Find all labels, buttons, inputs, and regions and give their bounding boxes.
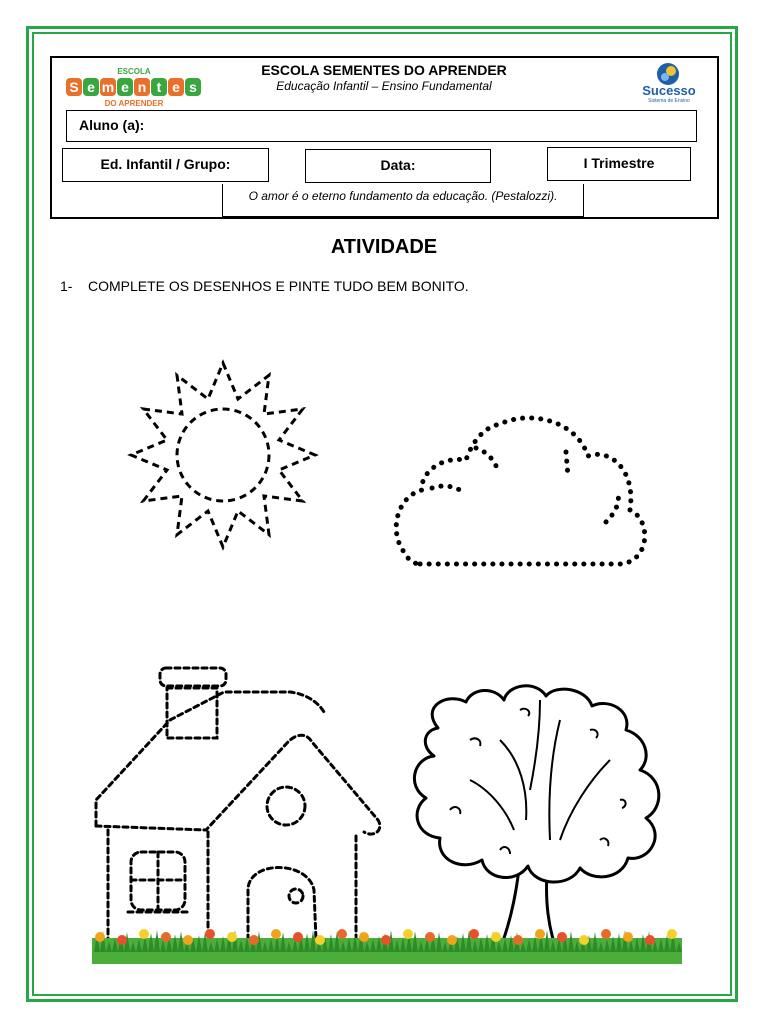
- date-label: Data:: [380, 157, 416, 173]
- round-window: [267, 787, 305, 825]
- quote-text: O amor é o eterno fundamento da educação. (Pestalozzi).: [248, 189, 558, 203]
- trimester-label: I Trimestre: [583, 155, 655, 171]
- roof-right: [96, 735, 380, 834]
- group-label: Ed. Infantil / Grupo:: [100, 156, 231, 172]
- flower: [161, 932, 171, 942]
- house-drawing[interactable]: [96, 668, 380, 940]
- flower: [425, 932, 435, 942]
- flower: [139, 929, 149, 939]
- flower: [293, 932, 303, 942]
- logo-letter: t: [156, 79, 162, 95]
- flower: [513, 935, 523, 945]
- flower: [227, 932, 237, 942]
- flower: [403, 929, 413, 939]
- svg-text:Sucesso: Sucesso: [642, 83, 696, 98]
- instruction-number: 1-: [60, 278, 73, 294]
- flower: [557, 932, 567, 942]
- door-knob: [289, 889, 303, 903]
- instruction-text: COMPLETE OS DESENHOS E PINTE TUDO BEM BONITO.: [88, 278, 469, 294]
- logo-letter: e: [87, 79, 95, 95]
- flower: [315, 935, 325, 945]
- flower: [117, 935, 127, 945]
- svg-text:ESCOLA: ESCOLA: [117, 67, 151, 76]
- student-name-label: Aluno (a):: [79, 117, 145, 133]
- logo-letter: S: [69, 79, 79, 95]
- flower: [579, 935, 589, 945]
- flower: [205, 929, 215, 939]
- sun-circle: [177, 409, 269, 501]
- flower: [535, 929, 545, 939]
- logo-letter: s: [189, 79, 197, 95]
- roof-left: [96, 692, 324, 826]
- svg-text:Sistema de Ensino: Sistema de Ensino: [648, 98, 690, 104]
- flower: [95, 932, 105, 942]
- flower: [249, 935, 259, 945]
- sun-drawing[interactable]: [131, 363, 315, 547]
- svg-text:DO APRENDER: DO APRENDER: [104, 99, 164, 108]
- window-cross: [131, 852, 185, 910]
- flower: [601, 929, 611, 939]
- flower: [271, 929, 281, 939]
- activity-title: ATIVIDADE: [330, 236, 438, 258]
- flower: [337, 929, 347, 939]
- logo-letter: e: [121, 79, 129, 95]
- flower: [667, 929, 677, 939]
- flower: [491, 932, 501, 942]
- cloud-drawing[interactable]: [396, 418, 645, 564]
- logo-letter: m: [101, 79, 115, 95]
- flower: [381, 935, 391, 945]
- flower: [183, 935, 193, 945]
- sun-rays: [131, 363, 315, 547]
- door: [248, 868, 316, 941]
- chimney-top: [160, 668, 226, 686]
- tree-drawing[interactable]: [414, 686, 658, 960]
- flower-grass-strip: [92, 929, 682, 964]
- flower: [359, 932, 369, 942]
- chimney: [167, 688, 217, 738]
- logo-letter: e: [172, 79, 180, 95]
- flower: [469, 929, 479, 939]
- flower: [645, 935, 655, 945]
- logo-letter: n: [137, 79, 147, 95]
- flower: [447, 935, 457, 945]
- tree-crown: [414, 686, 658, 882]
- school-name: ESCOLA SEMENTES DO APRENDER: [261, 62, 507, 78]
- school-subtitle: Educação Infantil – Ensino Fundamental: [276, 79, 492, 93]
- flower: [623, 932, 633, 942]
